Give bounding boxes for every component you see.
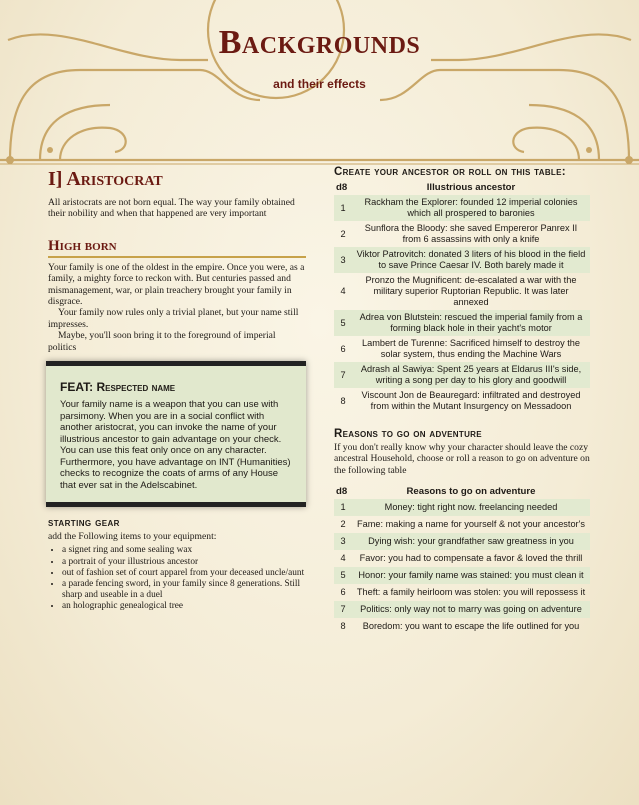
- table-row: [334, 195, 590, 221]
- roll-number: 3: [334, 533, 352, 550]
- roll-number: 1: [334, 499, 352, 516]
- paragraph: Your family now rules only a trivial planet, but your name still impresses.: [48, 307, 299, 330]
- roll-number: 3: [334, 247, 352, 273]
- row-text: Fame: making a name for yourself & not your ancestor's: [357, 519, 585, 530]
- table-row: [334, 221, 590, 247]
- column-header: d8: [336, 182, 348, 193]
- table-row: [334, 310, 590, 336]
- left-column: [48, 168, 306, 613]
- row-text: Sunflora the Bloody: she saved Empereror Panrex II from 6 assassins with only a knife: [364, 223, 578, 244]
- column-header: d8: [336, 486, 348, 498]
- table-row: [334, 499, 590, 516]
- table-row: [334, 247, 590, 273]
- roll-number: 4: [340, 553, 346, 564]
- table-row: [334, 533, 590, 550]
- roll-number: 2: [340, 519, 346, 530]
- roll-number: 5: [334, 310, 352, 336]
- paragraph: Your family is one of the oldest in the empire. Once you were, as a family, a mighty force to reckon with. But centuries passed and mismanagement, war, or plain treachery brought your family in disgrace.: [48, 261, 305, 308]
- page-title: Backgrounds: [218, 24, 421, 61]
- feat-label: FEAT:: [60, 380, 94, 395]
- gear-title: starting gear: [48, 517, 120, 530]
- right-column: [334, 166, 590, 635]
- table-row: [334, 336, 590, 362]
- table-row: [334, 516, 590, 533]
- row-text: Pronzo the Mugnificent: de-escalated a war with the military superior Ruptorian Republic. It was later annexed: [365, 275, 577, 307]
- row-text: Dying wish: your grandfather saw greatness in you: [352, 533, 590, 550]
- row-text: Politics: only way not to marry was going on adventure: [352, 601, 590, 618]
- row-text: Favor: you had to compensate a favor & loved the thrill: [359, 553, 583, 564]
- table-row: [334, 601, 590, 618]
- table-row: [334, 584, 590, 601]
- row-text: Adrash al Sawiya: Spent 25 years at Eldarus III's side, writing a song per day to his glory and goodwill: [352, 362, 590, 388]
- gear-list: [48, 545, 306, 612]
- row-text: Adrea von Blutstein: rescued the imperial family from a forming black hole in their yacht's motor: [352, 310, 590, 336]
- roll-number: 6: [340, 587, 346, 598]
- adventure-title: Reasons to go on adventure: [334, 428, 482, 440]
- roll-number: 1: [334, 195, 352, 221]
- adventure-table: [334, 484, 590, 635]
- row-text: Lambert de Turenne: Sacrificed himself to destroy the solar system, thus ending the Machine Wars: [361, 338, 581, 359]
- row-text: Rackham the Explorer: founded 12 imperial colonies which all prospered to baronies: [352, 195, 590, 221]
- row-text: Viktor Patrovitch: donated 3 liters of his blood in the field to save Prince Caesar IV. Both barely made it: [352, 247, 590, 273]
- feat-box: [46, 361, 306, 507]
- paragraph: Maybe, you'll soon bring it to the foreground of imperial politics: [48, 330, 276, 353]
- adventure-intro: If you don't really know why your character should leave the cozy ancestral Household, choose or roll a reason to go on adventure on the following table: [334, 442, 590, 476]
- row-text: Honor: your family name was stained: you must clean it: [352, 567, 590, 584]
- subsection-title: High born: [48, 238, 306, 258]
- list-item: • an holographic genealogical tree: [62, 601, 306, 612]
- roll-number: 7: [334, 601, 352, 618]
- list-item: • a portrait of your illustrious ancestor: [62, 557, 306, 568]
- table-row: [334, 362, 590, 388]
- roll-number: 8: [340, 395, 346, 406]
- list-item: • a parade fencing sword, in your family since 8 generations. Still sharp and useable in a duel: [62, 579, 306, 601]
- row-text: Theft: a family heirloom was stolen: you will repossess it: [356, 587, 586, 598]
- row-text: Money: tight right now. freelancing needed: [352, 499, 590, 516]
- ancestor-table: [334, 180, 590, 414]
- section-intro: All aristocrats are not born equal. The way your family obtained their nobility and when that happened are very important: [48, 197, 295, 220]
- section-title: I] Aristocrat: [48, 168, 163, 190]
- roll-number: 8: [340, 621, 346, 632]
- ancestor-table-title: Create your ancestor or roll on this table:: [334, 166, 566, 178]
- row-text: Viscount Jon de Beauregard: infiltrated and destroyed from within the Mutant Insurgency on Messadoon: [361, 390, 581, 411]
- feat-name: Respected name: [96, 380, 176, 395]
- roll-number: 5: [334, 567, 352, 584]
- feat-title: [60, 380, 294, 394]
- feat-text: Your family name is a weapon that you can use with parsimony. When you are in a social conflict with another aristocrat, you can invoke the name of your illustrious ancestor to gain advantage on your check. You can use this feat only once on any character. Furthermore, you have advantage on INT (Humanities) checks to recognize the coats of arms of any House that ever sat in the Adelscabinet.: [60, 399, 291, 491]
- table-row: [334, 273, 590, 310]
- gear-intro: add the Following items to your equipment:: [48, 531, 217, 543]
- roll-number: 6: [340, 343, 346, 354]
- row-text: Boredom: you want to escape the life outlined for you: [362, 621, 580, 632]
- column-header: Illustrious ancestor: [426, 182, 516, 193]
- table-row: [334, 618, 590, 635]
- roll-number: 7: [334, 362, 352, 388]
- list-item: • a signet ring and some sealing wax: [62, 545, 306, 556]
- column-header: Reasons to go on adventure: [406, 486, 536, 498]
- table-row: [334, 567, 590, 584]
- page-subtitle: and their effects: [273, 77, 366, 91]
- list-item: • out of fashion set of court apparel from your deceased uncle/aunt: [62, 568, 306, 579]
- roll-number: 2: [340, 228, 346, 239]
- roll-number: 4: [340, 286, 346, 296]
- table-row: [334, 388, 590, 414]
- table-row: [334, 550, 590, 567]
